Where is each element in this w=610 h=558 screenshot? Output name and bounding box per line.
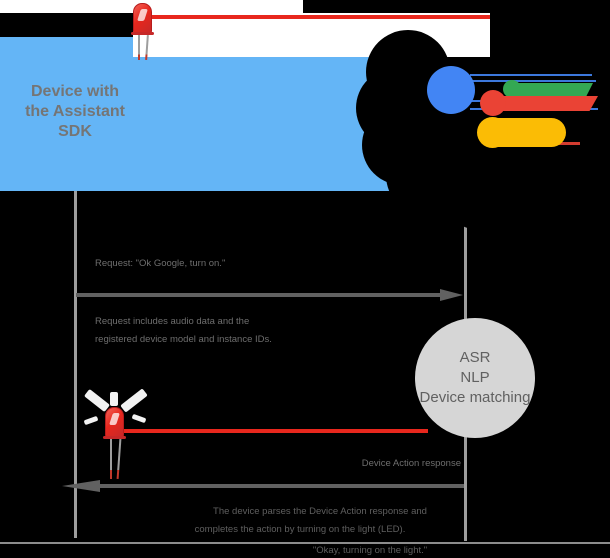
result-caption-line: The device parses the Device Action response and xyxy=(213,506,427,517)
processing-step: ASR xyxy=(459,349,491,366)
led-flange xyxy=(103,436,126,439)
led-leg xyxy=(138,35,140,60)
led-shine xyxy=(109,413,120,425)
led-leg xyxy=(145,35,149,60)
device-box-label-line: SDK xyxy=(58,123,92,140)
request-arrowhead-icon xyxy=(440,289,463,301)
led-on-icon xyxy=(105,407,125,477)
request-arrow xyxy=(76,293,441,297)
device-box-label-line: the Assistant xyxy=(25,103,125,120)
processing-circle xyxy=(415,318,535,438)
audio-caption: "Okay, turning on the light." xyxy=(312,545,428,556)
light-ray xyxy=(132,414,147,423)
led-bulb xyxy=(133,3,152,34)
request-detail-line: registered device model and instance IDs. xyxy=(95,334,272,345)
logo-blue-streak xyxy=(470,74,592,76)
device-box-label xyxy=(5,82,145,142)
led-bulb xyxy=(105,407,124,438)
signal-line-bottom xyxy=(118,429,428,433)
led-flange xyxy=(131,32,154,35)
logo-red-bar xyxy=(492,96,598,111)
logo-green-circle xyxy=(503,80,521,98)
light-ray xyxy=(84,416,99,425)
result-caption-line: completes the action by turning on the light (LED). xyxy=(194,524,406,535)
device-box-label-line: Device with xyxy=(30,83,120,100)
request-detail-line: Request includes audio data and the xyxy=(95,316,250,327)
light-ray xyxy=(110,392,118,406)
logo-yellow-circle xyxy=(477,117,508,148)
bottom-rule xyxy=(0,542,610,544)
logo-green-bar xyxy=(511,83,593,96)
response-arrow xyxy=(98,484,464,488)
led-shine xyxy=(137,9,148,21)
logo-blue-streak xyxy=(470,80,596,82)
led-leg xyxy=(110,439,112,479)
logo-red-circle xyxy=(480,90,506,116)
processing-step: NLP xyxy=(460,369,490,386)
led-leg xyxy=(117,439,122,479)
response-label: Device Action response xyxy=(361,458,461,469)
signal-line-top xyxy=(143,15,490,19)
led-on-icon xyxy=(133,3,153,63)
processing-step: Device matching xyxy=(419,389,531,406)
request-label: Request: "Ok Google, turn on." xyxy=(95,258,226,269)
cloud-body xyxy=(490,13,610,73)
response-arrowhead-icon xyxy=(62,480,100,492)
logo-blue-circle xyxy=(427,66,475,114)
